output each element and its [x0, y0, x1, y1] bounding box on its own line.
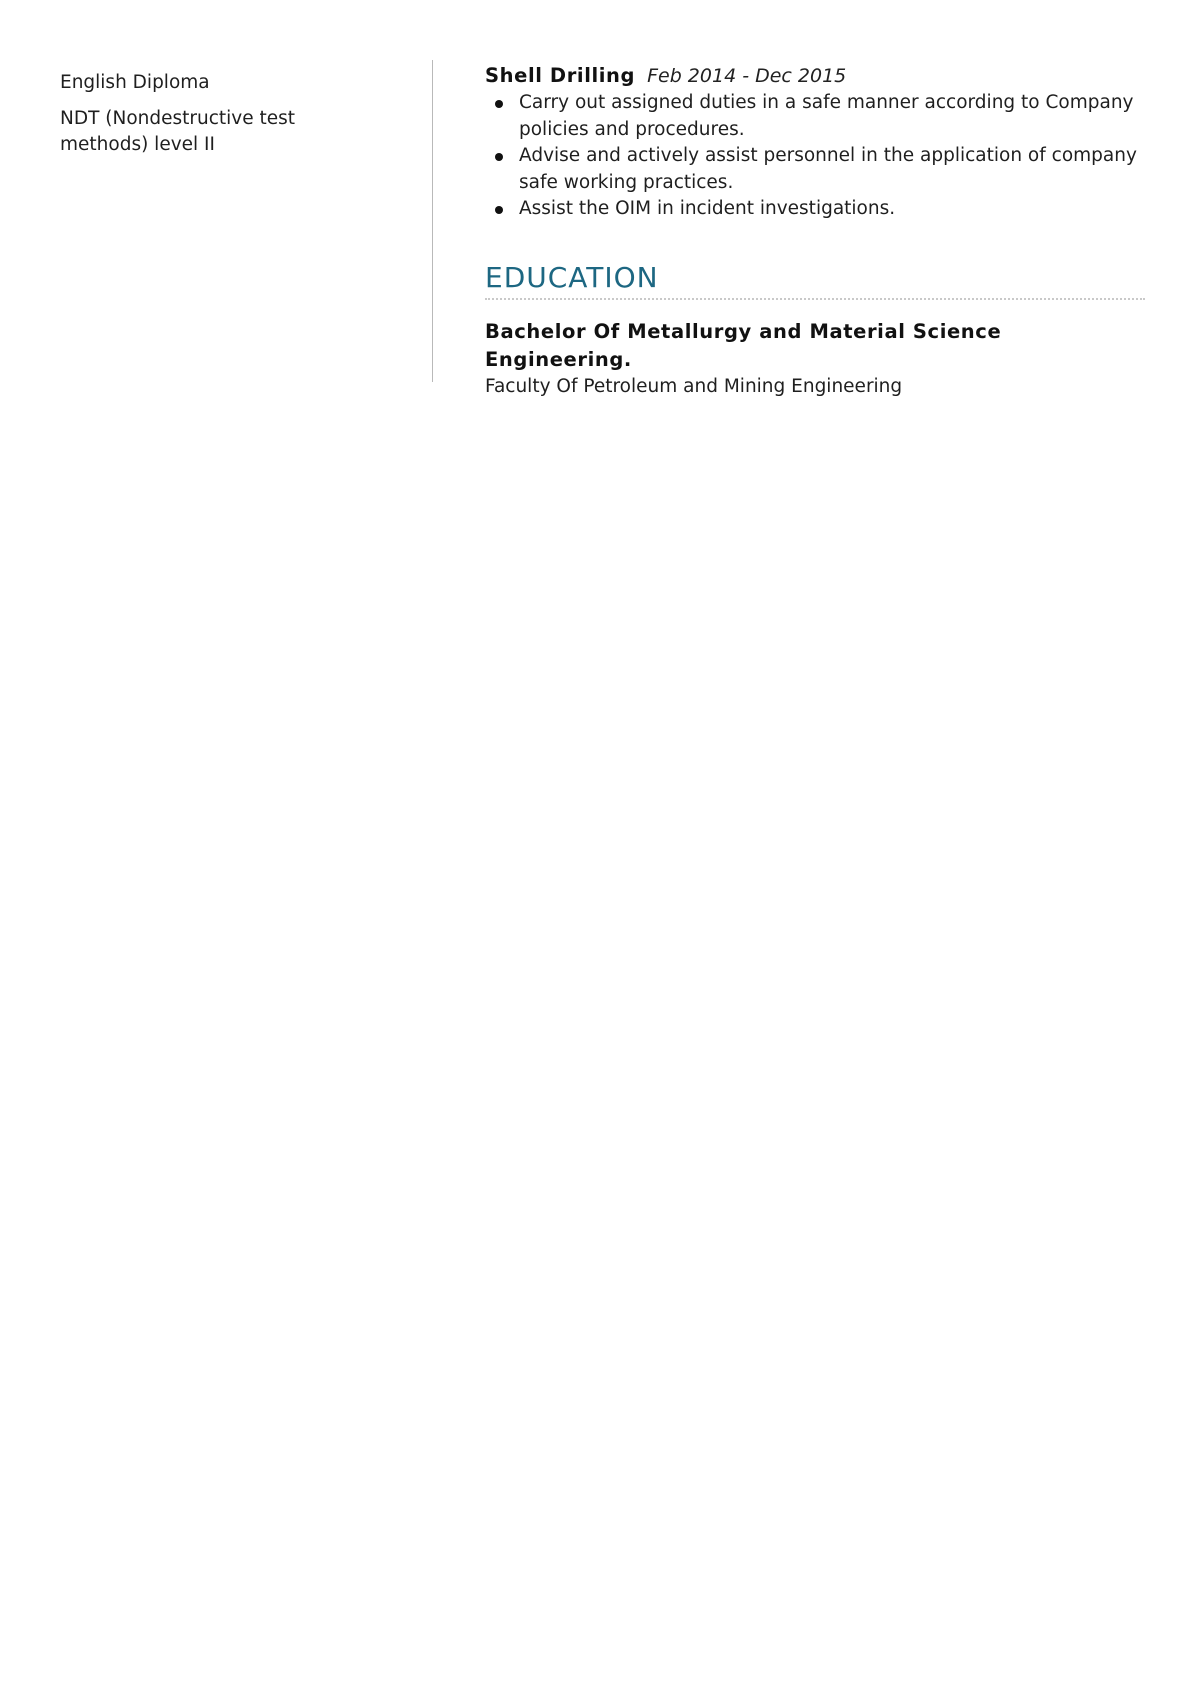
- job-duty-item: [485, 143, 1145, 196]
- job-duty-text: Assist the OIM in incident investigations.: [519, 198, 896, 219]
- certification-item: English Diploma: [60, 72, 210, 93]
- job-duty-item: [485, 90, 1145, 143]
- right-column: [485, 62, 1145, 400]
- bullet-icon: [495, 206, 503, 214]
- job-duty-text: Carry out assigned duties in a safe manner according to Company policies and procedures.: [519, 92, 1134, 140]
- job-dates: Feb 2014 - Dec 2015: [647, 65, 847, 87]
- certification-item: NDT (Nondestructive test methods) level II: [60, 108, 296, 155]
- job-company: Shell Drilling: [485, 64, 636, 87]
- education-school: Faculty Of Petroleum and Mining Engineering: [485, 375, 903, 397]
- job-duty-item: [485, 196, 1145, 223]
- job-duty-text: Advise and actively assist personnel in the application of company safe working practices.: [519, 145, 1137, 193]
- job-duties-list: [485, 90, 1145, 223]
- education-section-title: EDUCATION: [485, 261, 1145, 300]
- job-header: [485, 62, 1145, 90]
- bullet-icon: [495, 100, 503, 108]
- column-divider: [432, 60, 433, 382]
- education-degree: Bachelor Of Metallurgy and Material Science Engineering.: [485, 319, 1002, 371]
- bullet-icon: [495, 153, 503, 161]
- left-column: [60, 70, 360, 168]
